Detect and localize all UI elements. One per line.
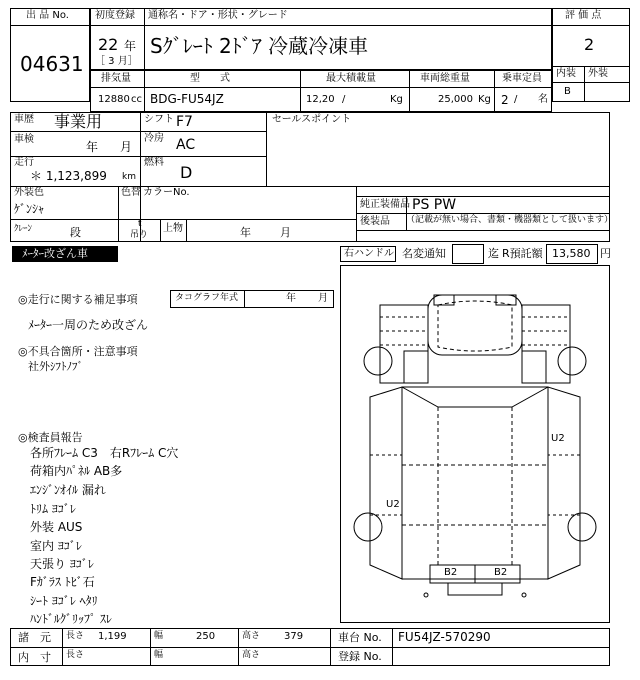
registration-month: ［ 3 月］ [95, 56, 138, 67]
defects-note: 社外ｼﾌﾄﾉﾌﾞ [28, 360, 83, 373]
width-label: 幅 [154, 631, 164, 641]
max-load-label: 最大積載量 [326, 73, 376, 84]
name-change-box [452, 244, 484, 264]
displacement-label: 排気量 [101, 73, 131, 84]
fuel: D [180, 163, 193, 182]
recycle-deposit-label: R預託額 [502, 247, 543, 260]
first-registration-label: 初度登録 [95, 10, 135, 21]
vin-label: 車台 No. [338, 631, 382, 644]
inspector-line: Fｶﾞﾗｽ ﾄﾋﾞ石 [30, 575, 95, 589]
history-label: 車歴 [14, 114, 34, 125]
upper-body-label: 上物 [163, 223, 183, 234]
ac-label: 冷房 [144, 133, 164, 144]
interior-grade-label: 内装 [556, 68, 576, 79]
model-name-label: 通称名・ドア・形状・グレード [148, 10, 288, 21]
interior-grade: B [564, 86, 571, 97]
inspector-line: 各所ﾌﾚｰﾑ C3 右Rﾌﾚｰﾑ C穴 [30, 446, 179, 460]
running-notes-label: ◎走行に関する補足事項 [18, 293, 138, 306]
truck-diagram [340, 265, 610, 623]
crane-hoist: 吊り [130, 230, 149, 240]
std-equipment-label: 純正装備品 [360, 199, 410, 210]
evaluation-score: 2 [584, 35, 595, 54]
inspector-line: ﾄﾘﾑ ﾖｺﾞﾚ [30, 502, 76, 516]
defects-label: ◎不具合箇所・注意事項 [18, 345, 138, 358]
std-equipment: PS PW [412, 197, 457, 213]
inspector-line: ｼｰﾄ ﾖｺﾞﾚ ﾍﾀﾘ [30, 594, 98, 608]
gross-weight-label: 車両総重量 [420, 73, 470, 84]
capacity: 2 [501, 93, 509, 107]
mileage-label: 走行 [14, 157, 34, 168]
max-load-sep: / [342, 94, 346, 105]
lot-number-label: 出 品 No. [26, 10, 69, 21]
capacity-label: 乗車定員 [502, 73, 542, 84]
inner-dims-label: 内 寸 [18, 651, 51, 664]
damage-mark-right: U2 [551, 433, 565, 444]
color-label: 外装色 [14, 187, 44, 198]
inner-width-label: 幅 [154, 650, 164, 660]
inner-length-label: 長さ [66, 650, 85, 660]
crane-ton: t [138, 219, 142, 229]
model-code-label: 型 式 [190, 73, 230, 84]
damage-mark-rear-left: B2 [444, 567, 458, 578]
inner-height-label: 高さ [242, 650, 261, 660]
inspector-report-label: ◎検査員報告 [18, 431, 83, 444]
crane-stage: 段 [70, 226, 81, 239]
gross-weight-unit: Kg [478, 94, 491, 105]
evaluation-label: 評 価 点 [565, 10, 602, 21]
inspection-month: 月 [120, 140, 133, 154]
specs-label: 諸 元 [18, 631, 51, 644]
height: 379 [284, 631, 304, 642]
width: 250 [196, 631, 216, 642]
inspector-line: ﾊﾝﾄﾞﾙｸﾞﾘｯﾌﾟ ｽﾚ [30, 612, 112, 626]
inspection-year: 年 [86, 140, 99, 154]
inspection-label: 車検 [14, 134, 34, 145]
tachograph-label: タコグラフ年式 [175, 293, 239, 303]
vin: FU54JZ-570290 [398, 630, 491, 644]
damage-mark-rear-right: B2 [494, 567, 508, 578]
damage-mark-left: U2 [386, 499, 400, 510]
recycle-deposit-amount: 13,580 [552, 247, 591, 260]
lot-number: 04631 [20, 52, 84, 76]
color-code-label: カラーNo. [143, 187, 190, 198]
upper-body-month: 月 [280, 226, 291, 239]
tax-prefix: 迄 [488, 247, 499, 260]
history: 事業用 [54, 112, 103, 131]
running-note: ﾒｰﾀｰ一周のため改ざん [28, 318, 149, 332]
ac: AC [176, 137, 196, 153]
displacement: 12880 [98, 94, 130, 105]
fuel-label: 燃料 [144, 157, 164, 168]
displacement-unit: cc [131, 94, 142, 105]
mileage: ＊ 1,123,899 [30, 169, 107, 183]
registration-year-unit: 年 [124, 39, 137, 53]
inspector-line: 外装 AUS [30, 520, 83, 534]
recycle-deposit-unit: 円 [600, 247, 611, 260]
meter-tampered-text: ﾒｰﾀｰ改ざん車 [22, 247, 88, 260]
aftermarket-note: （記載が無い場合、書類・機器類として扱います） [406, 215, 614, 225]
gross-weight: 25,000 [438, 94, 473, 105]
inspector-line: 荷箱内ﾊﾟﾈﾙ AB多 [30, 464, 123, 478]
right-hand-drive: 右ハンドル [344, 248, 394, 259]
registration-number-label: 登録 No. [338, 650, 382, 663]
inspector-line: 天張り ﾖｺﾞﾚ [30, 557, 94, 571]
shift: F7 [176, 114, 193, 130]
height-label: 高さ [242, 631, 261, 641]
model-code: BDG-FU54JZ [150, 92, 224, 106]
registration-year: 22 [98, 35, 119, 54]
mileage-unit: km [122, 172, 136, 182]
color: ｹﾞﾝｼｬ [14, 202, 45, 216]
inspector-line: 室内 ﾖｺﾞﾚ [30, 539, 82, 553]
model-name: Sｸﾞﾚｰﾄ 2ﾄﾞｱ 冷蔵冷凍車 [150, 34, 369, 58]
sales-points-label: セールスポイント [272, 114, 352, 125]
tachograph-year: 年 [286, 293, 296, 304]
exterior-grade-label: 外装 [588, 68, 608, 79]
upper-body-year: 年 [240, 226, 251, 239]
crane-label: ｸﾚｰﾝ [14, 224, 33, 234]
aftermarket-label: 後装品 [360, 216, 390, 227]
tachograph-month: 月 [318, 293, 328, 304]
color-change-label: 色替 [121, 187, 141, 198]
capacity-sep: / [514, 94, 518, 105]
max-load-unit: Kg [390, 94, 403, 105]
name-change-label: 名変通知 [402, 247, 446, 260]
max-load: 12,20 [306, 94, 335, 105]
length: 1,199 [98, 631, 127, 642]
shift-label: シフト [144, 114, 174, 125]
length-label: 長さ [66, 631, 85, 641]
capacity-unit: 名 [538, 94, 548, 105]
inspector-line: ｴﾝｼﾞﾝｵｲﾙ 漏れ [30, 483, 106, 497]
